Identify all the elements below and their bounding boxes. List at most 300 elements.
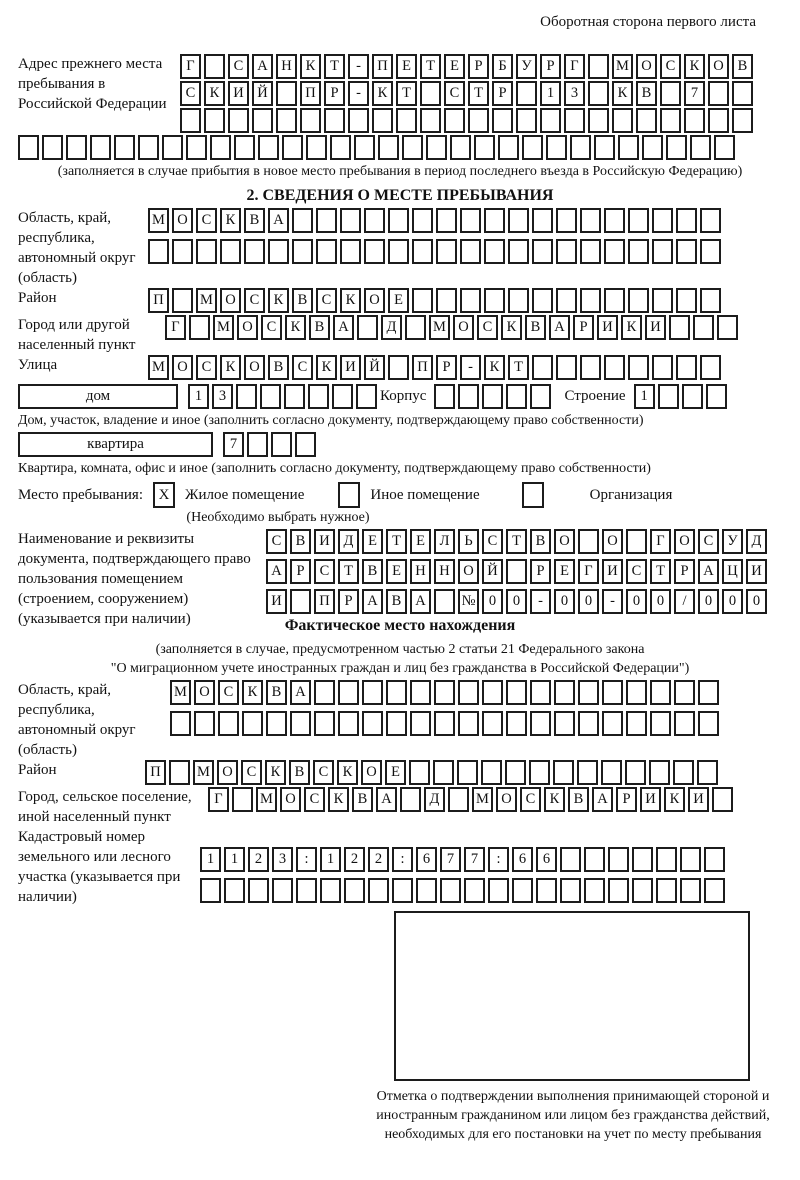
char-cell[interactable]: И [266,589,287,614]
char-cell[interactable]: Р [324,81,345,106]
char-cell[interactable] [340,208,361,233]
confirmation-stamp-box[interactable] [394,911,750,1081]
char-cell[interactable] [642,135,663,160]
char-cell[interactable]: 3 [212,384,233,409]
char-cell[interactable]: 0 [554,589,575,614]
char-cell[interactable] [530,384,551,409]
char-cell[interactable]: И [340,355,361,380]
char-cell[interactable] [700,288,721,313]
char-cell[interactable] [460,288,481,313]
char-cell[interactable] [378,135,399,160]
char-cell[interactable]: 0 [578,589,599,614]
char-cell[interactable]: Т [338,559,359,584]
char-cell[interactable]: Р [573,315,594,340]
char-cell[interactable] [364,208,385,233]
char-cell[interactable] [578,711,599,736]
char-cell[interactable]: Г [180,54,201,79]
char-cell[interactable] [170,711,191,736]
char-cell[interactable]: 0 [722,589,743,614]
char-cell[interactable]: 1 [540,81,561,106]
char-cell[interactable] [604,239,625,264]
char-cell[interactable]: П [412,355,433,380]
char-cell[interactable] [530,711,551,736]
char-cell[interactable]: Г [208,787,229,812]
char-cell[interactable] [410,711,431,736]
char-cell[interactable] [224,878,245,903]
char-cell[interactable] [536,878,557,903]
char-cell[interactable] [658,384,679,409]
char-cell[interactable]: С [477,315,498,340]
char-cell[interactable]: М [472,787,493,812]
char-cell[interactable] [320,878,341,903]
char-cell[interactable] [242,711,263,736]
checkbox-residential[interactable]: X [153,482,175,508]
char-cell[interactable]: 1 [200,847,221,872]
char-cell[interactable]: О [237,315,258,340]
char-cell[interactable] [306,135,327,160]
char-cell[interactable] [172,239,193,264]
char-cell[interactable] [368,878,389,903]
char-cell[interactable]: 7 [440,847,461,872]
char-cell[interactable]: И [645,315,666,340]
char-cell[interactable] [200,878,221,903]
char-cell[interactable] [338,680,359,705]
char-cell[interactable] [660,108,681,133]
char-cell[interactable] [247,432,268,457]
char-cell[interactable]: С [304,787,325,812]
char-cell[interactable]: 1 [634,384,655,409]
char-cell[interactable] [484,239,505,264]
char-cell[interactable] [556,288,577,313]
char-cell[interactable] [604,355,625,380]
char-cell[interactable]: В [266,680,287,705]
char-cell[interactable] [546,135,567,160]
char-cell[interactable]: М [256,787,277,812]
char-cell[interactable]: С [228,54,249,79]
char-cell[interactable] [396,108,417,133]
char-cell[interactable] [308,384,329,409]
char-cell[interactable]: Л [434,529,455,554]
char-cell[interactable] [680,878,701,903]
char-cell[interactable]: В [292,288,313,313]
char-cell[interactable]: Д [338,529,359,554]
cadastral-row-1[interactable] [200,847,728,872]
char-cell[interactable]: Д [746,529,767,554]
char-cell[interactable]: О [217,760,238,785]
char-cell[interactable] [698,711,719,736]
document-row-3[interactable] [266,589,770,614]
char-cell[interactable] [578,680,599,705]
char-cell[interactable] [458,384,479,409]
char-cell[interactable] [588,54,609,79]
char-cell[interactable] [354,135,375,160]
char-cell[interactable] [652,288,673,313]
char-cell[interactable] [90,135,111,160]
char-cell[interactable]: 1 [320,847,341,872]
char-cell[interactable] [362,711,383,736]
char-cell[interactable]: : [488,847,509,872]
char-cell[interactable]: С [196,208,217,233]
char-cell[interactable]: М [196,288,217,313]
char-cell[interactable] [204,108,225,133]
char-cell[interactable]: 2 [344,847,365,872]
char-cell[interactable] [666,135,687,160]
char-cell[interactable]: И [602,559,623,584]
stroenie-cells[interactable] [634,384,730,409]
char-cell[interactable] [434,384,455,409]
char-cell[interactable] [412,288,433,313]
char-cell[interactable] [169,760,190,785]
char-cell[interactable] [388,239,409,264]
char-cell[interactable]: Р [436,355,457,380]
char-cell[interactable] [604,208,625,233]
char-cell[interactable]: Т [468,81,489,106]
char-cell[interactable] [512,878,533,903]
char-cell[interactable] [530,680,551,705]
char-cell[interactable] [420,108,441,133]
char-cell[interactable] [172,288,193,313]
document-row-1[interactable] [266,529,770,554]
char-cell[interactable]: К [372,81,393,106]
char-cell[interactable] [577,760,598,785]
char-cell[interactable] [196,239,217,264]
char-cell[interactable] [580,239,601,264]
char-cell[interactable] [732,108,753,133]
char-cell[interactable] [386,680,407,705]
char-cell[interactable] [484,208,505,233]
region-row-1[interactable] [148,208,724,233]
char-cell[interactable] [554,711,575,736]
korpus-cells[interactable] [434,384,554,409]
char-cell[interactable]: К [328,787,349,812]
prev-address-row-4[interactable] [18,135,782,160]
char-cell[interactable]: - [602,589,623,614]
char-cell[interactable] [604,288,625,313]
char-cell[interactable] [440,878,461,903]
char-cell[interactable]: О [554,529,575,554]
char-cell[interactable]: О [708,54,729,79]
char-cell[interactable]: 0 [482,589,503,614]
checkbox-other-premises[interactable] [338,482,360,508]
char-cell[interactable] [556,355,577,380]
char-cell[interactable] [420,81,441,106]
char-cell[interactable] [674,711,695,736]
char-cell[interactable] [228,108,249,133]
char-cell[interactable]: Р [290,559,311,584]
char-cell[interactable]: О [458,559,479,584]
char-cell[interactable]: Е [362,529,383,554]
char-cell[interactable] [405,315,426,340]
char-cell[interactable]: А [549,315,570,340]
char-cell[interactable] [364,239,385,264]
fact-city-row[interactable] [208,787,736,812]
char-cell[interactable] [532,208,553,233]
char-cell[interactable] [148,239,169,264]
char-cell[interactable]: Е [388,288,409,313]
char-cell[interactable]: 2 [368,847,389,872]
char-cell[interactable] [340,239,361,264]
char-cell[interactable] [290,711,311,736]
char-cell[interactable] [628,355,649,380]
char-cell[interactable] [580,288,601,313]
char-cell[interactable]: М [193,760,214,785]
char-cell[interactable]: В [636,81,657,106]
char-cell[interactable]: Т [508,355,529,380]
char-cell[interactable]: - [348,81,369,106]
char-cell[interactable] [508,208,529,233]
char-cell[interactable] [436,208,457,233]
char-cell[interactable] [693,315,714,340]
char-cell[interactable] [608,878,629,903]
char-cell[interactable] [704,878,725,903]
char-cell[interactable]: 7 [464,847,485,872]
char-cell[interactable]: Г [578,559,599,584]
char-cell[interactable]: О [244,355,265,380]
char-cell[interactable] [708,81,729,106]
char-cell[interactable]: В [525,315,546,340]
char-cell[interactable] [444,108,465,133]
char-cell[interactable] [204,54,225,79]
char-cell[interactable]: Д [424,787,445,812]
char-cell[interactable] [700,355,721,380]
char-cell[interactable]: О [602,529,623,554]
char-cell[interactable] [580,208,601,233]
char-cell[interactable] [482,384,503,409]
char-cell[interactable] [324,108,345,133]
char-cell[interactable] [468,108,489,133]
char-cell[interactable]: 0 [698,589,719,614]
char-cell[interactable]: С [218,680,239,705]
char-cell[interactable] [400,787,421,812]
char-cell[interactable]: П [148,288,169,313]
char-cell[interactable]: П [372,54,393,79]
house-cells[interactable] [188,384,380,409]
char-cell[interactable] [409,760,430,785]
char-cell[interactable] [540,108,561,133]
char-cell[interactable] [460,208,481,233]
char-cell[interactable] [436,288,457,313]
char-cell[interactable] [656,847,677,872]
char-cell[interactable] [588,108,609,133]
char-cell[interactable] [564,108,585,133]
char-cell[interactable] [682,384,703,409]
char-cell[interactable] [114,135,135,160]
char-cell[interactable] [260,384,281,409]
char-cell[interactable]: В [530,529,551,554]
char-cell[interactable]: С [626,559,647,584]
char-cell[interactable] [434,680,455,705]
char-cell[interactable] [194,711,215,736]
char-cell[interactable] [690,135,711,160]
char-cell[interactable]: А [410,589,431,614]
char-cell[interactable] [481,760,502,785]
char-cell[interactable] [412,208,433,233]
char-cell[interactable] [676,239,697,264]
apartment-cells[interactable] [223,432,319,457]
char-cell[interactable]: Б [492,54,513,79]
char-cell[interactable]: 0 [506,589,527,614]
char-cell[interactable]: Н [276,54,297,79]
char-cell[interactable] [674,680,695,705]
char-cell[interactable] [578,529,599,554]
char-cell[interactable]: О [496,787,517,812]
char-cell[interactable] [632,878,653,903]
char-cell[interactable]: Р [492,81,513,106]
char-cell[interactable]: № [458,589,479,614]
char-cell[interactable]: В [290,529,311,554]
char-cell[interactable]: С [244,288,265,313]
char-cell[interactable] [652,355,673,380]
char-cell[interactable] [680,847,701,872]
char-cell[interactable]: 1 [188,384,209,409]
char-cell[interactable] [584,847,605,872]
char-cell[interactable] [458,711,479,736]
char-cell[interactable] [602,711,623,736]
char-cell[interactable] [708,108,729,133]
char-cell[interactable]: А [592,787,613,812]
char-cell[interactable] [673,760,694,785]
char-cell[interactable]: К [220,355,241,380]
char-cell[interactable]: К [220,208,241,233]
char-cell[interactable] [433,760,454,785]
char-cell[interactable]: О [364,288,385,313]
char-cell[interactable] [436,239,457,264]
char-cell[interactable] [492,108,513,133]
char-cell[interactable]: К [501,315,522,340]
char-cell[interactable]: М [429,315,450,340]
char-cell[interactable]: У [722,529,743,554]
char-cell[interactable] [244,239,265,264]
char-cell[interactable] [348,108,369,133]
char-cell[interactable]: Е [444,54,465,79]
char-cell[interactable] [584,878,605,903]
char-cell[interactable] [316,208,337,233]
char-cell[interactable]: : [296,847,317,872]
char-cell[interactable] [570,135,591,160]
char-cell[interactable]: Т [650,559,671,584]
char-cell[interactable]: О [280,787,301,812]
char-cell[interactable] [266,711,287,736]
char-cell[interactable] [649,760,670,785]
char-cell[interactable]: К [621,315,642,340]
char-cell[interactable]: С [266,529,287,554]
char-cell[interactable] [332,384,353,409]
char-cell[interactable]: Г [650,529,671,554]
char-cell[interactable]: С [261,315,282,340]
char-cell[interactable] [220,239,241,264]
char-cell[interactable] [464,878,485,903]
char-cell[interactable]: - [460,355,481,380]
char-cell[interactable]: Т [506,529,527,554]
char-cell[interactable] [448,787,469,812]
char-cell[interactable] [258,135,279,160]
char-cell[interactable]: А [252,54,273,79]
char-cell[interactable] [676,355,697,380]
char-cell[interactable] [410,680,431,705]
char-cell[interactable]: Й [252,81,273,106]
checkbox-organization[interactable] [522,482,544,508]
char-cell[interactable] [434,589,455,614]
char-cell[interactable]: П [314,589,335,614]
char-cell[interactable] [626,711,647,736]
char-cell[interactable] [676,208,697,233]
char-cell[interactable] [618,135,639,160]
char-cell[interactable] [700,208,721,233]
char-cell[interactable]: С [444,81,465,106]
char-cell[interactable]: Н [410,559,431,584]
char-cell[interactable]: Е [385,760,406,785]
char-cell[interactable] [271,432,292,457]
char-cell[interactable] [162,135,183,160]
prev-address-row-2[interactable] [180,81,756,106]
fact-region-row-1[interactable] [170,680,722,705]
char-cell[interactable]: К [544,787,565,812]
fact-district-row[interactable] [145,760,721,785]
char-cell[interactable]: К [612,81,633,106]
char-cell[interactable] [712,787,733,812]
char-cell[interactable]: С [698,529,719,554]
char-cell[interactable]: О [674,529,695,554]
char-cell[interactable]: И [597,315,618,340]
char-cell[interactable]: К [340,288,361,313]
char-cell[interactable] [248,878,269,903]
char-cell[interactable] [626,680,647,705]
char-cell[interactable] [553,760,574,785]
char-cell[interactable] [602,680,623,705]
char-cell[interactable] [697,760,718,785]
char-cell[interactable] [316,239,337,264]
char-cell[interactable] [460,239,481,264]
char-cell[interactable] [732,81,753,106]
char-cell[interactable]: - [348,54,369,79]
char-cell[interactable] [234,135,255,160]
char-cell[interactable] [386,711,407,736]
char-cell[interactable]: Т [386,529,407,554]
char-cell[interactable] [505,760,526,785]
char-cell[interactable]: В [386,589,407,614]
char-cell[interactable] [628,208,649,233]
char-cell[interactable]: 1 [224,847,245,872]
char-cell[interactable]: О [194,680,215,705]
char-cell[interactable] [516,81,537,106]
char-cell[interactable]: Е [410,529,431,554]
prev-address-row-3[interactable] [180,108,756,133]
char-cell[interactable] [660,81,681,106]
char-cell[interactable] [236,384,257,409]
char-cell[interactable] [506,680,527,705]
char-cell[interactable] [484,288,505,313]
char-cell[interactable] [656,878,677,903]
char-cell[interactable] [138,135,159,160]
char-cell[interactable]: 6 [512,847,533,872]
char-cell[interactable]: В [362,559,383,584]
char-cell[interactable]: У [516,54,537,79]
char-cell[interactable] [344,878,365,903]
char-cell[interactable]: О [453,315,474,340]
char-cell[interactable] [356,384,377,409]
char-cell[interactable] [180,108,201,133]
char-cell[interactable]: С [313,760,334,785]
char-cell[interactable]: К [300,54,321,79]
char-cell[interactable] [532,288,553,313]
char-cell[interactable]: М [148,355,169,380]
char-cell[interactable] [232,787,253,812]
char-cell[interactable] [268,239,289,264]
char-cell[interactable]: 7 [684,81,705,106]
char-cell[interactable] [560,847,581,872]
char-cell[interactable] [608,847,629,872]
char-cell[interactable] [580,355,601,380]
